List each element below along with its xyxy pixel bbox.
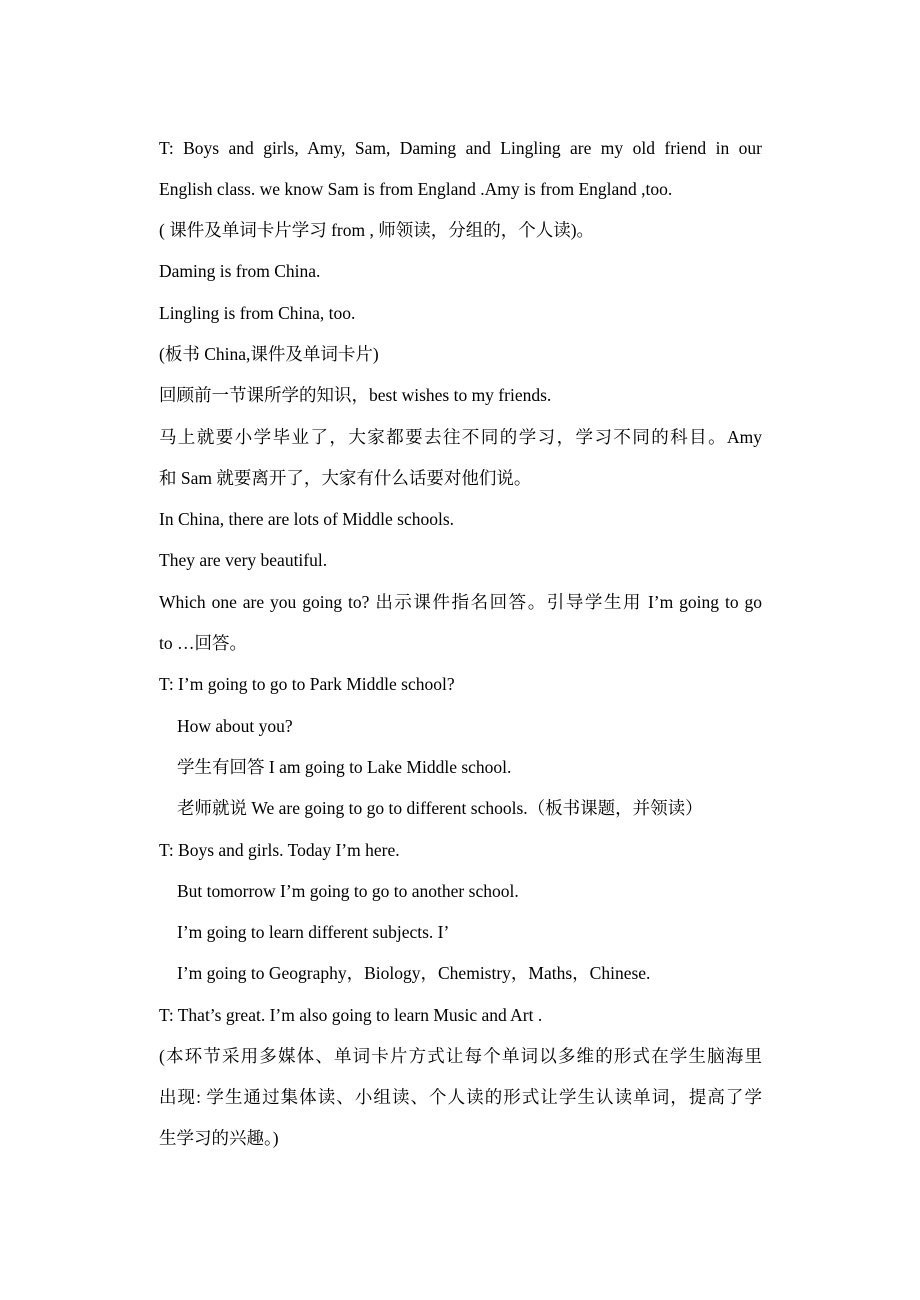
paragraph-line: They are very beautiful. <box>159 550 328 570</box>
paragraph-line: T: Boys and girls, Amy, Sam, Daming and Lingling are my old friend in our <box>159 138 762 158</box>
paragraph-line: (本环节采用多媒体、单词卡片方式让每个单词以多维的形式在学生脑海里 <box>159 1046 762 1066</box>
paragraph-line: 马上就要小学毕业了，大家都要去往不同的学习，学习不同的科目。Amy <box>159 427 762 447</box>
paragraph-line: T: Boys and girls. Today I’m here. <box>159 840 400 860</box>
paragraph-line: to …回答。 <box>159 633 247 653</box>
paragraph-line: 和 Sam 就要离开了，大家有什么话要对他们说。 <box>159 468 532 488</box>
paragraph-line: Which one are you going to? 出示课件指名回答。引导学生用 I’m going to go <box>159 592 762 612</box>
paragraph-line: Lingling is from China, too. <box>159 303 356 323</box>
paragraph-line: 回顾前一节课所学的知识，best wishes to my friends. <box>159 385 552 405</box>
paragraph-line: English class. we know Sam is from England .Amy is from England ,too. <box>159 179 673 199</box>
paragraph-line: (板书 China,课件及单词卡片) <box>159 344 379 364</box>
paragraph-line: But tomorrow I’m going to go to another school. <box>177 881 519 901</box>
paragraph-line: I’m going to Geography，Biology，Chemistry，Maths，Chinese. <box>177 963 651 983</box>
paragraph-line: 老师就说 We are going to go to different schools.（板书课题，并领读） <box>177 798 703 818</box>
paragraph-line: 生学习的兴趣。) <box>159 1128 279 1148</box>
paragraph-line: 出现: 学生通过集体读、小组读、个人读的形式让学生认读单词，提高了学 <box>159 1087 762 1107</box>
paragraph-line: 学生有回答 I am going to Lake Middle school. <box>177 757 512 777</box>
paragraph-line: How about you? <box>177 716 293 736</box>
paragraph-line: Daming is from China. <box>159 261 321 281</box>
paragraph-line: T: That’s great. I’m also going to learn Music and Art . <box>159 1005 543 1025</box>
paragraph-line: In China, there are lots of Middle schools. <box>159 509 455 529</box>
paragraph-line: T: I’m going to go to Park Middle school? <box>159 674 455 694</box>
paragraph-line: ( 课件及单词卡片学习 from , 师领读，分组的，个人读)。 <box>159 220 595 240</box>
paragraph-line: I’m going to learn different subjects. I’ <box>177 922 450 942</box>
